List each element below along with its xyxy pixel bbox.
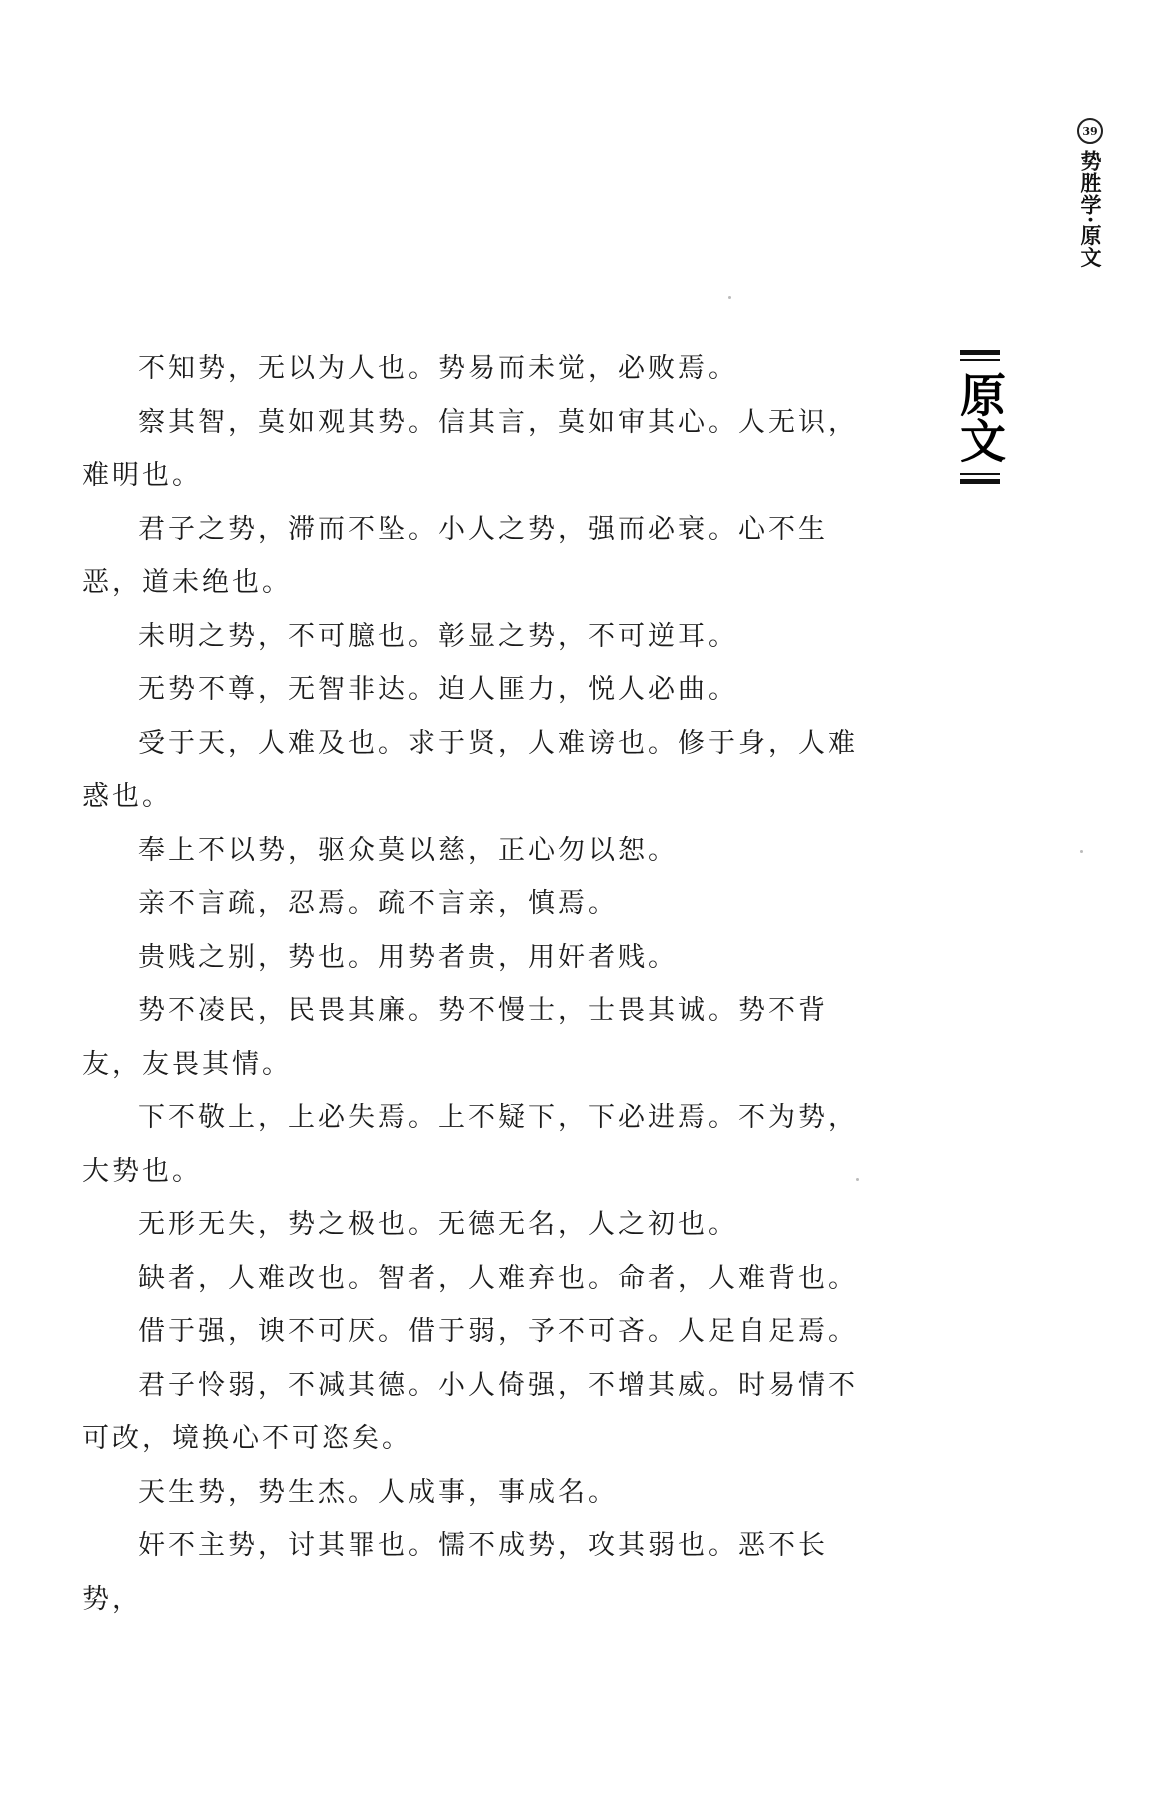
scan-speck [1080, 850, 1083, 853]
paragraph: 无形无失，势之极也。无德无名，人之初也。 [138, 1209, 738, 1240]
paragraph: 奉上不以势，驱众莫以慈，正心勿以恕。 [138, 834, 678, 866]
section-title: 原文 [953, 371, 1007, 463]
heading-rule-bottom [960, 479, 1000, 484]
running-head-title: 势胜学·原文 [1078, 150, 1103, 269]
paragraph: 天生势，势生杰。人成事，事成名。 [138, 1476, 618, 1508]
scan-speck [856, 1178, 859, 1181]
heading-rule-top [960, 350, 1000, 355]
paragraph: 亲不言疏，忍焉。疏不言亲，慎焉。 [138, 888, 618, 919]
paragraph: 势不凌民，民畏其廉。势不慢士，士畏其诚。势不背友，友畏其情。 [82, 995, 828, 1080]
paragraph: 未明之势，不可臆也。彰显之势，不可逆耳。 [138, 620, 738, 652]
paragraph: 无势不尊，无智非达。迫人匪力，悦人必曲。 [138, 674, 738, 705]
paragraph: 受于天，人难及也。求于贤，人难谤也。修于身，人难惑也。 [82, 727, 858, 812]
paragraph: 奸不主势，讨其罪也。懦不成势，攻其弱也。恶不长势， [82, 1530, 828, 1615]
paragraph: 不知势，无以为人也。势易而未觉，必败焉。 [138, 353, 738, 384]
scan-speck [728, 296, 731, 299]
heading-rule-top-thin [960, 359, 1000, 361]
paragraph: 君子怜弱，不减其德。小人倚强，不增其威。时易情不可改，境换心不可恣矣。 [82, 1369, 858, 1454]
paragraph: 君子之势，滞而不坠。小人之势，强而必衰。心不生恶，道未绝也。 [82, 513, 828, 598]
paragraph: 下不敬上，上必失焉。上不疑下，下必进焉。不为势，大势也。 [82, 1102, 858, 1187]
running-head [1070, 118, 1110, 268]
paragraph: 借于强，谀不可厌。借于弱，予不可吝。人足自足焉。 [138, 1316, 858, 1347]
page-number-badge: 39 [1077, 118, 1103, 144]
section-heading [953, 348, 1007, 486]
paragraph: 察其智，莫如观其势。信其言，莫如审其心。人无识，难明也。 [82, 406, 858, 491]
paragraph: 贵贱之别，势也。用势者贵，用奸者贱。 [138, 941, 678, 973]
body-text [82, 342, 872, 1626]
heading-rule-bottom-thin [960, 473, 1000, 475]
paragraph: 缺者，人难改也。智者，人难弃也。命者，人难背也。 [138, 1262, 858, 1294]
